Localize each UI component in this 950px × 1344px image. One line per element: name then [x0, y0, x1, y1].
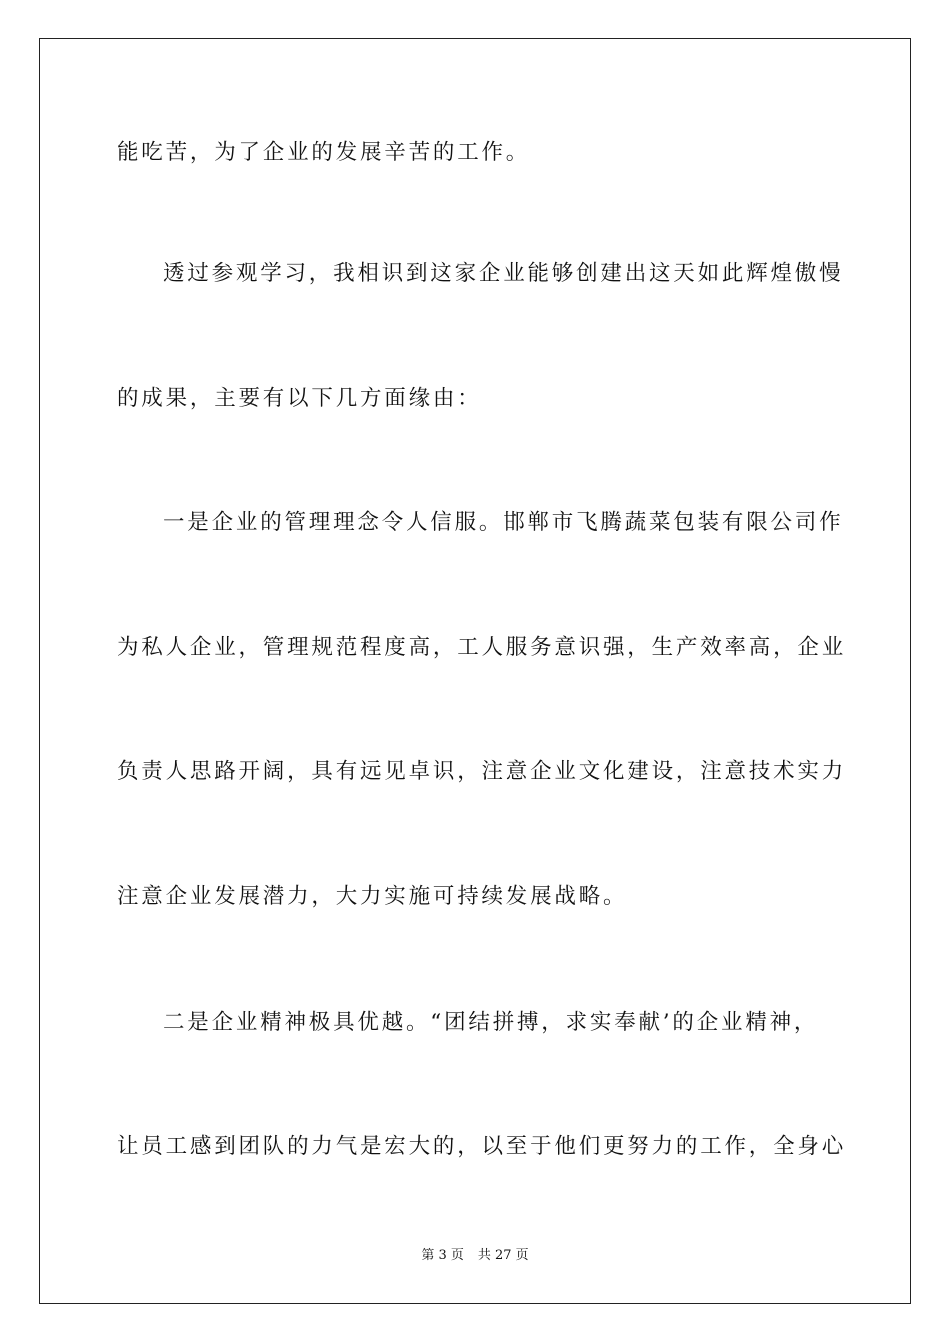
page-total: 共 27 页 — [477, 1248, 529, 1263]
text-line-7: 注意企业发展潜力，大力实施可持续发展战略。 — [117, 884, 628, 909]
text-line-1: 能吃苦，为了企业的发展辛苦的工作。 — [117, 140, 531, 165]
text-line-8: 二是企业精神极具优越。“团结拼搏，求实奉献’的企业精神， — [163, 1010, 819, 1035]
text-line-9: 让员工感到团队的力气是宏大的，以至于他们更努力的工作，全身心 — [117, 1134, 847, 1159]
text-line-6: 负责人思路开阔，具有远见卓识，注意企业文化建设，注意技术实力 — [117, 759, 847, 784]
page-footer — [0, 1247, 950, 1265]
page-number: 第 3 页 — [421, 1248, 464, 1263]
text-line-2: 透过参观学习，我相识到这家企业能够创建出这天如此辉煌傲慢 — [163, 261, 844, 286]
text-line-5: 为私人企业，管理规范程度高，工人服务意识强，生产效率高，企业 — [117, 635, 847, 660]
text-line-4: 一是企业的管理理念令人信服。邯郸市飞腾蔬菜包装有限公司作 — [163, 510, 844, 535]
text-line-3: 的成果，主要有以下几方面缘由： — [117, 386, 482, 411]
page-border — [39, 38, 911, 1304]
